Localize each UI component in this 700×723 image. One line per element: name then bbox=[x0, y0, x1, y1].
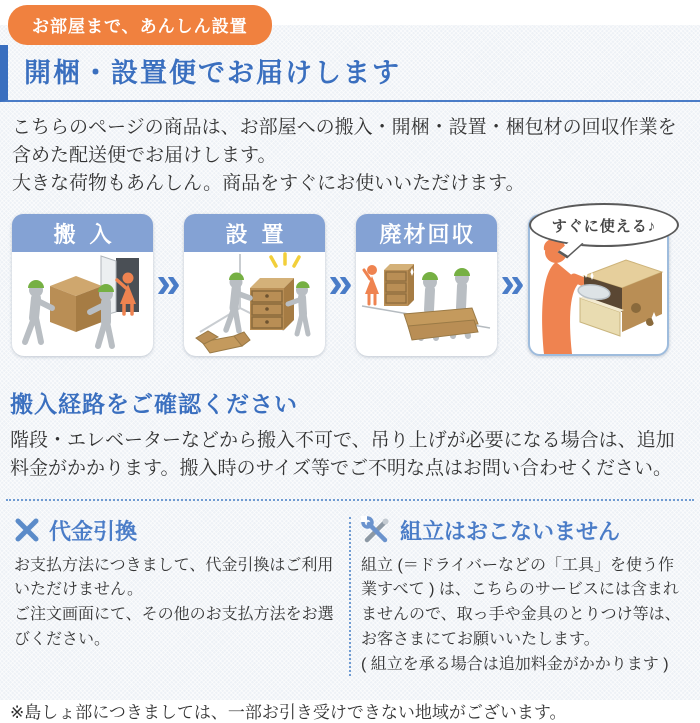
step-panel-carry-in bbox=[12, 214, 153, 356]
step-panel-waste-collection bbox=[356, 214, 497, 356]
step-label-waste-collection: 廃材回収 bbox=[356, 214, 497, 252]
assembly-title: 組立はおこないません bbox=[400, 518, 621, 544]
assembly-title-row bbox=[361, 515, 686, 546]
cod-body bbox=[14, 554, 339, 653]
intro-line-1: こちらのページの商品は、お部屋への搬入・開梱・設置・梱包材の回収作業を含めた配送便でお届けします。 bbox=[12, 117, 677, 167]
speech-bubble: すぐに使える♪ bbox=[529, 203, 679, 247]
intro-text bbox=[12, 114, 688, 198]
route-check-body: 階段・エレベーターなどから搬入不可で、吊り上げが必要になる場合は、追加料金がかかります。搬入時のサイズ等でご不明な点はお問い合わせください。 bbox=[10, 430, 675, 480]
intro-line-2: 大きな荷物もあんしん。商品をすぐにお使いいただけます。 bbox=[12, 173, 525, 195]
islands-footnote: ※島しょ部につきましては、一部お引き受けできない地域がございます。 bbox=[10, 702, 567, 722]
cod-title: 代金引換 bbox=[49, 518, 138, 544]
step-label-setup: 設置 bbox=[184, 214, 325, 252]
assembly-body-note: ( 組立を承る場合は追加料金がかかります ) bbox=[361, 655, 669, 673]
content-panel bbox=[0, 25, 700, 722]
chevron-right-icon-1: » bbox=[156, 258, 181, 308]
cod-notice-column bbox=[4, 515, 349, 678]
carry-in-illustration bbox=[12, 252, 153, 356]
top-ribbon-badge: お部屋まで、あんしん設置 bbox=[8, 5, 272, 45]
page-title: 開梱・設置便でお届けします bbox=[0, 45, 700, 102]
step-panel-ready-to-use bbox=[528, 214, 669, 356]
notice-columns bbox=[4, 515, 696, 678]
cod-title-row bbox=[14, 515, 339, 546]
setup-illustration bbox=[184, 252, 325, 356]
step-label-carry-in: 搬入 bbox=[12, 214, 153, 252]
waste-collection-illustration bbox=[356, 252, 497, 356]
chevron-right-icon-3: » bbox=[500, 258, 525, 308]
cod-body-line-2: ご注文画面にて、その他のお支払方法をお選びください。 bbox=[14, 606, 334, 648]
step-panel-setup bbox=[184, 214, 325, 356]
chevron-right-icon-2: » bbox=[328, 258, 353, 308]
route-check-title: 搬入経路をご確認ください bbox=[10, 391, 298, 418]
assembly-body bbox=[361, 554, 686, 678]
dotted-divider bbox=[6, 499, 694, 501]
tools-icon bbox=[361, 516, 391, 544]
assembly-body-text: 組立 (＝ドライバーなどの「工具」を使う作業すべて ) は、こちらのサービスには含まれませんので、取っ手や金具のとりつけ等は、お客さまにてお願いいたします。 bbox=[361, 556, 681, 648]
cross-icon bbox=[14, 517, 40, 543]
assembly-notice-column bbox=[351, 515, 696, 678]
cod-body-line-1: お支払方法につきまして、代金引換はご利用いただけません。 bbox=[14, 556, 334, 599]
delivery-steps-strip bbox=[12, 214, 688, 356]
